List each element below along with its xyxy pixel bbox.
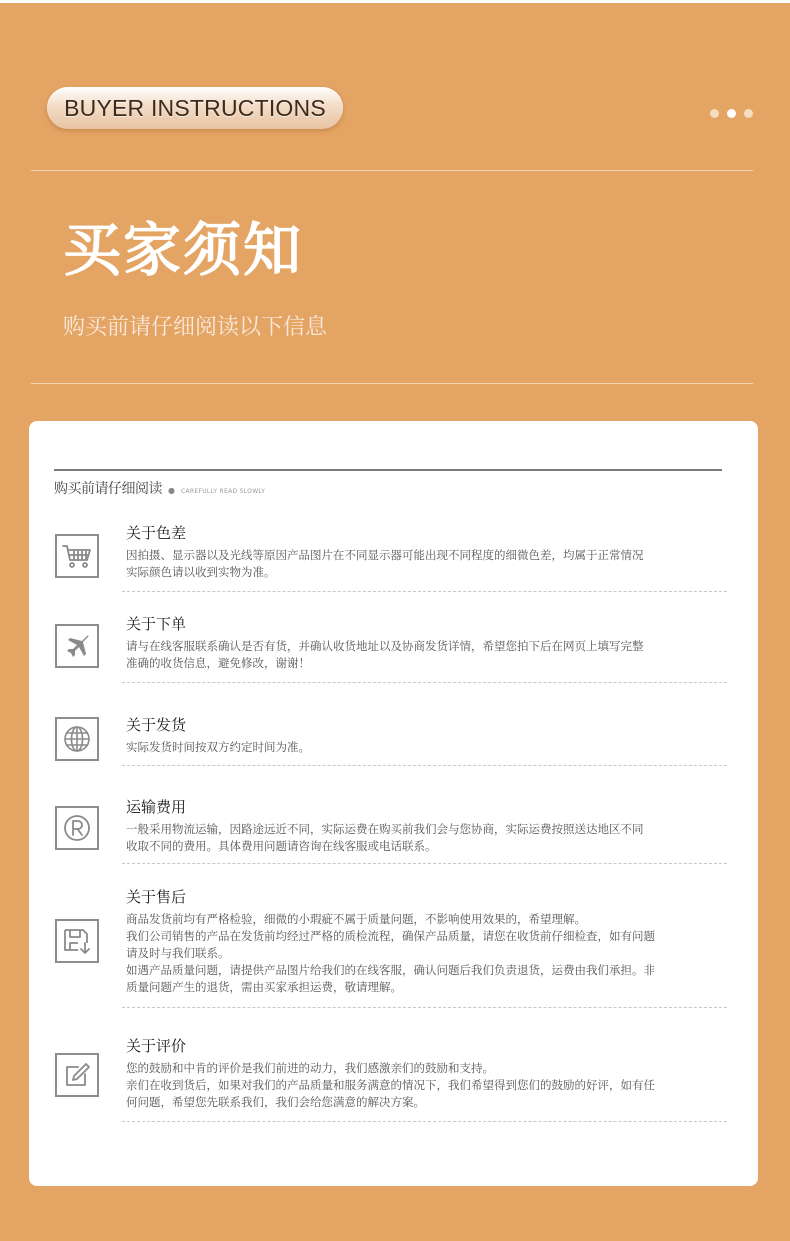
section-title: 关于售后 [126, 888, 187, 906]
section-line: 质量问题产生的退货，需由买家承担运费，敬请理解。 [126, 980, 402, 994]
section-title: 关于下单 [126, 615, 187, 633]
section-body [126, 739, 726, 756]
card-heading [54, 478, 265, 498]
page-subtitle: 购买前请仔细阅读以下信息 [63, 315, 328, 340]
section-line: 因拍摄、显示器以及光线等原因产品图片在不同显示器可能出现不同程度的细微色差，均属于正常情况 [126, 548, 644, 562]
section-line: 请及时与我们联系。 [126, 946, 230, 960]
top-strip [0, 0, 790, 3]
instructions-card [29, 421, 758, 1186]
section-line: 实际颜色请以收到实物为准。 [126, 565, 276, 579]
section-body [126, 547, 726, 581]
carousel-dot[interactable] [710, 109, 719, 118]
section-line: 商品发货前均有严格检验，细微的小瑕疵不属于质量问题，不影响使用效果的，希望理解。 [126, 912, 586, 926]
globe-icon [55, 717, 99, 761]
section-line: 收取不同的费用。具体费用问题请咨询在线客服或电话联系。 [126, 839, 437, 853]
section-body [126, 638, 726, 672]
registered-icon [55, 806, 99, 850]
section-divider [122, 682, 727, 683]
card-heading-rule [54, 469, 722, 471]
section-title: 运输费用 [126, 798, 187, 816]
section-line: 我们公司销售的产品在发货前均经过严格的质检流程，确保产品质量，请您在收货前仔细检查，如有问题 [126, 929, 655, 943]
page-title: 买家须知 [63, 216, 304, 284]
section-line: 一般采用物流运输，因路途远近不同，实际运费在购买前我们会与您协商，实际运费按照送达地区不同 [126, 822, 644, 836]
section-body [126, 821, 726, 855]
divider-top [31, 170, 753, 171]
section-body [126, 1060, 726, 1111]
carousel-dot[interactable] [744, 109, 753, 118]
section-line: 何问题，希望您先联系我们，我们会给您满意的解决方案。 [126, 1095, 425, 1109]
section-divider [122, 1007, 727, 1008]
card-heading-text: 购买前请仔细阅读 [54, 481, 162, 497]
section-divider [122, 765, 727, 766]
section-line: 亲们在收到货后，如果对我们的产品质量和服务满意的情况下，我们希望得到您们的鼓励的好评，如有任 [126, 1078, 655, 1092]
edit-icon [55, 1053, 99, 1097]
carousel-dots [710, 109, 753, 118]
bullet-icon: ● [168, 486, 175, 495]
save-download-icon [55, 919, 99, 963]
badge-label: BUYER INSTRUCTIONS [64, 94, 326, 121]
card-heading-en: CAREFULLY READ SLOWLY [180, 488, 266, 495]
section-line: 准确的收货信息，避免修改，谢谢！ [126, 656, 310, 670]
section-line: 如遇产品质量问题，请提供产品图片给我们的在线客服，确认问题后我们负责退货，运费由我们承担。非 [126, 963, 655, 977]
section-divider [122, 863, 727, 864]
section-divider [122, 1121, 727, 1122]
shopping-cart-icon [55, 534, 99, 578]
section-line: 实际发货时间按双方约定时间为准。 [126, 740, 310, 754]
section-line: 请与在线客服联系确认是否有货，并确认收货地址以及协商发货详情，希望您拍下后在网页上填写完整 [126, 639, 644, 653]
section-body [126, 911, 726, 996]
carousel-dot-active[interactable] [727, 109, 736, 118]
airplane-icon [55, 624, 99, 668]
section-line: 您的鼓励和中肯的评价是我们前进的动力，我们感激亲们的鼓励和支持。 [126, 1061, 494, 1075]
divider-bottom [31, 383, 753, 384]
buyer-instructions-badge [47, 87, 343, 129]
section-title: 关于色差 [126, 524, 187, 542]
section-title: 关于发货 [126, 716, 187, 734]
section-title: 关于评价 [126, 1037, 187, 1055]
section-divider [122, 591, 727, 592]
